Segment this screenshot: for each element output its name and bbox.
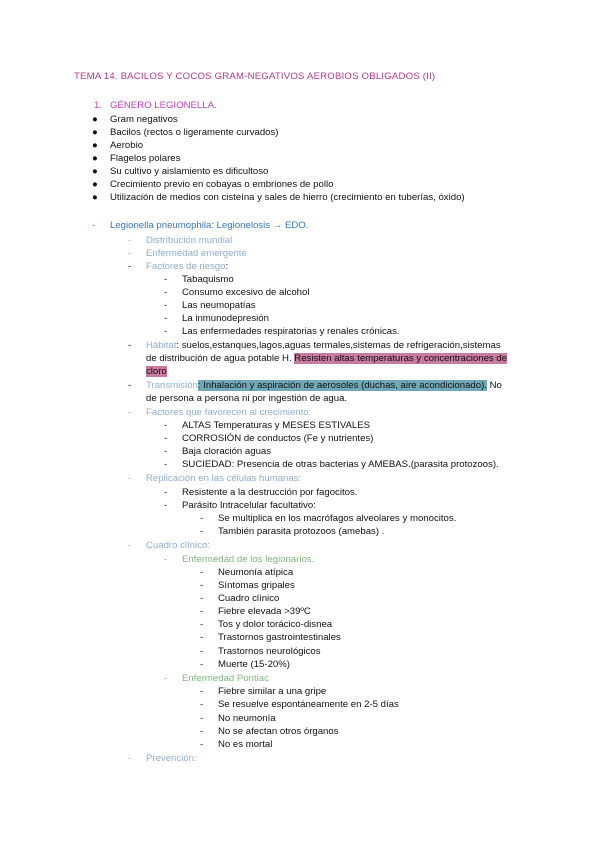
dash-icon: - (200, 606, 204, 617)
transmision-text: No (486, 380, 502, 391)
legionarios-label: Enfermedad de los legionarios. (182, 554, 315, 565)
list-item: Flagelos polares (110, 153, 181, 164)
replicacion-label: Replicación en las células humanas: (146, 473, 302, 484)
habitat-line-2 (146, 352, 507, 365)
habitat-highlight: Resisten altas temperaturas y concentraciones de (294, 353, 508, 364)
page-title: TEMA 14. BACILOS Y COCOS GRAM-NEGATIVOS AEROBIOS OBLIGADOS (II) (74, 71, 436, 82)
list-item: No neumonía (218, 713, 276, 724)
list-item: Tabaquismo (182, 274, 234, 285)
list-item: Bacilos (rectos o ligeramente curvados) (110, 127, 279, 138)
dash-icon: - (164, 487, 168, 498)
dash-icon: - (128, 340, 132, 351)
list-item: Las enfermedades respiratorias y renales crónicas. (182, 326, 400, 337)
list-item: Baja cloración aguas (182, 446, 272, 457)
dash-icon: - (128, 235, 132, 246)
dash-icon: - (164, 500, 168, 511)
dash-icon: - (92, 220, 96, 231)
list-item: Se multiplica en los macrófagos alveolares y monocitos. (218, 513, 457, 524)
transmision-highlight: : Inhalación y aspiración de aerosoles (duchas, aire acondicionado). (197, 380, 487, 391)
habitat-line-1 (146, 339, 501, 352)
list-item: Utilización de medios con cisteína y sales de hierro (crecimiento en tuberías, óxido) (110, 192, 465, 203)
prevencion-label: Prevención: (146, 753, 197, 764)
dash-icon: - (164, 313, 168, 324)
list-item: CORROSIÓN de conductos (Fe y nutrientes) (182, 433, 374, 444)
bullet-icon: ● (92, 166, 98, 177)
dash-icon: - (128, 380, 132, 391)
dash-icon: - (200, 632, 204, 643)
dash-icon: - (200, 567, 204, 578)
factores-riesgo-label: Factores de riesgo (146, 261, 226, 272)
list-item: No es mortal (218, 739, 273, 750)
list-item: Neumonía atípica (218, 567, 294, 578)
dash-icon: - (164, 459, 168, 470)
dash-icon: - (200, 659, 204, 670)
transmision-line-2: de persona a persona ni por ingestión de agua. (146, 393, 348, 404)
bullet-icon: ● (92, 114, 98, 125)
list-item: Parásito Intracelular facultativo: (182, 500, 316, 511)
pontiac-label: Enfermedad Pontiac (182, 673, 269, 684)
dash-icon: - (164, 446, 168, 457)
dash-icon: - (128, 540, 132, 551)
list-item: ALTAS Temperaturas y MESES ESTIVALES (182, 420, 371, 431)
bullet-icon: ● (92, 127, 98, 138)
list-item: Gram negativos (110, 114, 178, 125)
habitat-highlight: cloro (146, 366, 167, 377)
list-item: La inmunodepresión (182, 313, 269, 324)
dash-icon: - (164, 673, 168, 684)
habitat-text: de distribución de agua potable H. (146, 353, 295, 364)
dash-icon: - (164, 554, 168, 565)
list-item: También parasita protozoos (amebas) . (218, 526, 385, 537)
list-item: Crecimiento previo en cobayas o embriones de pollo (110, 179, 334, 190)
habitat-label: Hábitat (146, 340, 177, 351)
list-item: Trastornos gastrointestinales (218, 632, 341, 643)
bullet-icon: ● (92, 179, 98, 190)
bullet-icon: ● (92, 153, 98, 164)
subsection-heading: Legionella pneumophila: Legionelosis → EDO. (110, 220, 309, 231)
section-heading: GÉNERO LEGIONELLA. (110, 100, 217, 111)
list-item: SUCIEDAD: Presencia de otras bacterias y AMEBAS.(parasita protozoos). (182, 459, 499, 470)
dash-icon: - (200, 646, 204, 657)
transmision-line-1 (146, 379, 502, 392)
list-item: Síntomas gripales (218, 580, 295, 591)
dash-icon: - (200, 739, 204, 750)
colon: : (225, 261, 229, 272)
habitat-text: : suelos,estanques,lagos,aguas termales,sistemas de refrigeración,sistemas (176, 340, 501, 351)
dash-icon: - (164, 326, 168, 337)
factores-favorecen-label: Factores que favorecen al crecimiento: (146, 407, 312, 418)
dash-icon: - (200, 699, 204, 710)
list-item: Consumo excesivo de alcohol (182, 287, 310, 298)
dash-icon: - (200, 726, 204, 737)
dash-icon: - (200, 713, 204, 724)
list-item: Su cultivo y aislamiento es dificultoso (110, 166, 269, 177)
list-item: No se afectan otros órganos (218, 726, 339, 737)
dash-icon: - (164, 274, 168, 285)
cuadro-label: Cuadro clínico: (146, 540, 210, 551)
bullet-icon: ● (92, 140, 98, 151)
bullet-icon: ● (92, 192, 98, 203)
list-item: Resistente a la destrucción por fagocitos. (182, 487, 358, 498)
list-item: Cuadro clínico (218, 593, 280, 604)
list-item: Tos y dolor torácico-disnea (218, 619, 333, 630)
dash-icon: - (128, 473, 132, 484)
dash-icon: - (128, 248, 132, 259)
dash-icon: - (128, 261, 132, 272)
dash-icon: - (164, 300, 168, 311)
dash-icon: - (128, 407, 132, 418)
dash-icon: - (200, 526, 204, 537)
dash-icon: - (200, 686, 204, 697)
habitat-line-3 (146, 365, 167, 378)
list-item: Aerobio (110, 140, 144, 151)
dash-icon: - (128, 753, 132, 764)
section-number: 1. (94, 100, 103, 111)
transmision-label: Transmisión (146, 380, 198, 391)
list-item: Fiebre similar a una gripe (218, 686, 327, 697)
dash-icon: - (164, 433, 168, 444)
list-item: Se resuelve espontáneamente en 2-5 días (218, 699, 399, 710)
emergente-label: Enfermedad emergente (146, 248, 247, 259)
dash-icon: - (164, 287, 168, 298)
distribucion-label: Distribución mundial (146, 235, 233, 246)
dash-icon: - (164, 420, 168, 431)
dash-icon: - (200, 580, 204, 591)
list-item: Trastornos neurológicos (218, 646, 321, 657)
list-item: Fiebre elevada >39ºC (218, 606, 311, 617)
list-item: Las neumopatías (182, 300, 256, 311)
list-item: Muerte (15-20%) (218, 659, 290, 670)
dash-icon: - (200, 619, 204, 630)
dash-icon: - (200, 593, 204, 604)
factores-riesgo (146, 260, 228, 273)
dash-icon: - (200, 513, 204, 524)
